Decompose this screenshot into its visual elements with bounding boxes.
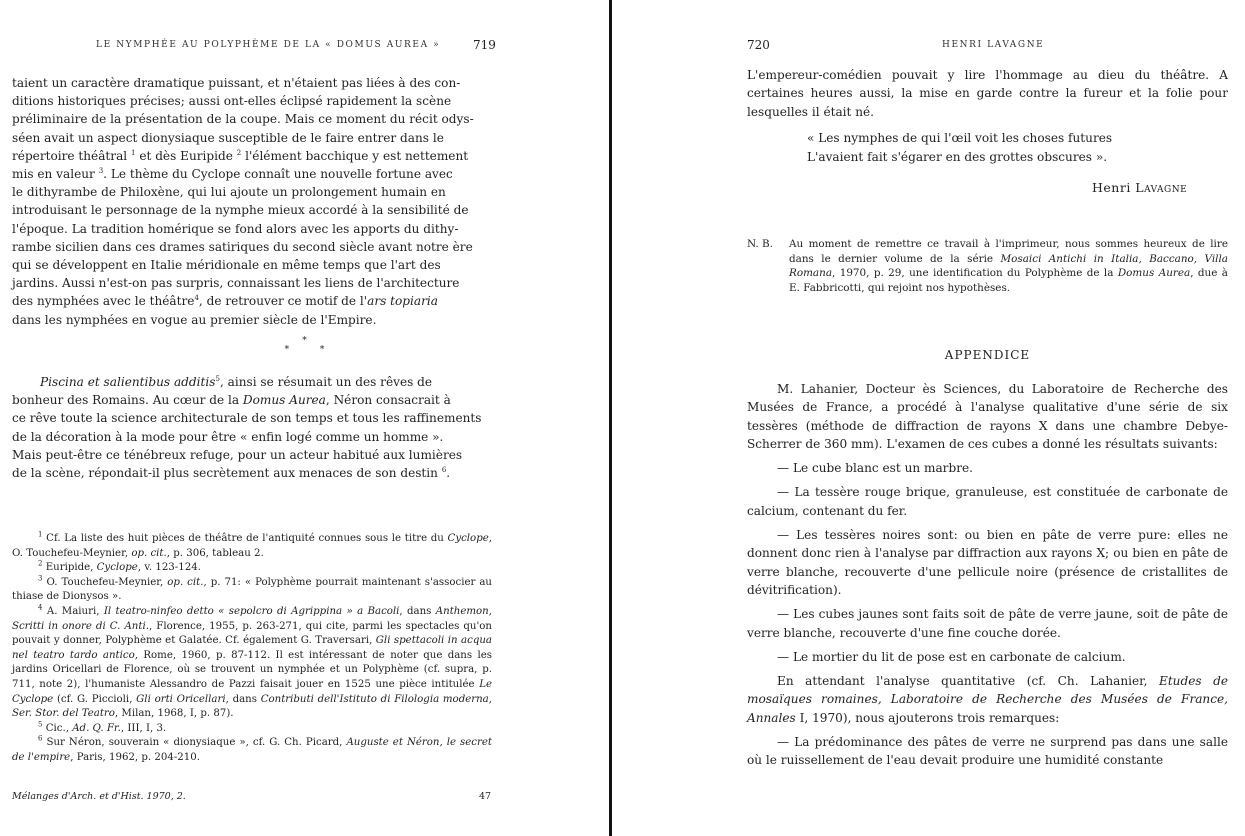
appendix-item: — Le cube blanc est un marbre. [777,461,973,476]
appendix-item: — Le mortier du lit de pose est en carbonate de calcium. [777,649,1126,664]
footnote-4: $^4$ A. Maiuri, Il teatro-ninfeo detto « sepolcro di Agrippina » a Bacoli, dans Anthemon, Scritti in onore di C. Anti., Florence, 1955, p. 263-271, qui cite, parmi les spectacles qu'on pouvait y donner, Polyphème et Galatée. Cf. également G. Traversari, Gli spettacoli in acqua nel teatro tardo antico, Rome, 1960, p. 87-112. Il est intéressant de noter que dans les jardins Oricellari de Florence, où se trouvent un nymphée et un Polyphème (cf. supra, p. 711, note 2), l'humaniste Alessandro de Pazzi faisait jouer en 1525 une pièce intitulée Le Cyclope (cf. G. Piccioli, Gli orti Oricellari, dans Contributi dell'Istituto di Filologia moderna, Ser. Stor. del Teatro, Milan, 1968, I, p. 87). [12,603,492,720]
page-number: 720 [747,38,770,52]
footnote-3: $^3$ O. Touchefeu-Meynier, op. cit., p. 71: « Polyphème pourrait maintenant s'associer au thiase de Dionysos ». [12,574,492,603]
text-line: séen avait un aspect dionysiaque susceptible de le faire entrer dans le [12,130,444,145]
text-line: qui se développent en Italie méridionale en même temps que l'art des [12,258,441,273]
footnotes [12,532,492,766]
main-text-1 [12,74,493,329]
footnote-6: $^6$ Sur Néron, souverain « dionysiaque », cf. G. Ch. Picard, Auguste et Néron, le secret de l'empire, Paris, 1962, p. 204-210. [12,734,492,763]
text-line: le dithyrambe de Philoxène, qui lui ajoute un prolongement humain en [12,185,446,200]
text-line: des nymphées avec le théâtre$^4$, de retrouver ce motif de l'ars topiaria [12,294,438,309]
text-line: ce rêve toute la science architecturale de son temps et tous les raffinements [12,411,482,426]
appendix-paragraph: M. Lahanier, Docteur ès Sciences, du Laboratoire de Recherche des Musées de France, a procédé à l'analyse qualitative d'une série de six tessères (méthode de diffraction de rayons X dans une chambre Debye-Scherrer de 360 mm). L'examen de ces cubes a donné les résultats suivants: [747,382,1228,451]
running-header: LE NYMPHÉE AU POLYPHÈME DE LA « DOMUS AUREA » [96,40,441,50]
text-line: de la décoration à la mode pour être « enfin logé comme un homme ». [12,429,444,444]
text-line: Piscina et salientibus additis$^5$, ainsi se résumait un des rêves de [40,374,433,389]
nota-bene: N. B. Au moment de remettre ce travail à l'imprimeur, nous sommes heureux de lire dans le dernier volume de la série Mosaici Antichi in Italia, Baccano, Villa Romana, 1970, p. 29, une identification du Polyphème de la Domus Aurea, due à E. Fabbricotti, qui rejoint nos hypothèses. [747,238,1228,294]
appendix-item: — Les cubes jaunes sont faits soit de pâte de verre jaune, soit de pâte de verre blanche, recouverte d'une fine couche dorée. [747,607,1228,640]
text-line: introduisant le personnage de la nymphe mieux accordé à la sensibilité de [12,203,469,218]
running-header: HENRI LAVAGNE [942,40,1045,50]
footnote-5: $^5$ Cic., Ad. Q. Fr., III, I, 3. [38,720,167,734]
text-line: de la scène, répondait-il plus secrètement aux menaces de son destin $^6$. [12,465,451,481]
appendix-text [747,380,1228,776]
text-line: l'époque. La tradition homérique se fond alors avec les apports du dithy- [12,221,459,236]
author-signature: Henri Lavagne [1092,180,1188,195]
footnote-ref[interactable]: 6 [441,465,447,474]
text-line: mis en valeur $^3$. Le thème du Cyclope connaît une nouvelle fortune avec [12,166,453,182]
text-line: taient un caractère dramatique puissant, et n'étaient pas liées à des con- [12,76,461,90]
text-line: bonheur des Romains. Au cœur de la Domus Aurea, Néron consacrait à [12,393,451,408]
page-number: 719 [473,38,496,52]
appendix-item: — La prédominance des pâtes de verre ne surprend pas dans une salle où le ruissellement de l'eau devait produire une humidité constante [747,735,1228,768]
text-line: dans les nymphées en vogue au premier siècle de l'Empire. [12,312,377,327]
footnote-1: $^1$ Cf. La liste des huit pièces de théâtre de l'antiquité connues sous le titre du Cyclope, O. Touchefeu-Meynier, op. cit., p. 306, tableau 2. [12,530,492,559]
appendix-paragraph: En attendant l'analyse quantitative (cf. Ch. Lahanier, Etudes de mosaïques romaines, Laboratoire de Recherche des Musées de France, Annales I, 1970), nous ajouterons trois remarques: [747,674,1229,725]
appendix-item: — La tessère rouge brique, granuleuse, est constituée de carbonate de calcium, contenant du fer. [747,485,1228,518]
verse-quote: « Les nymphes de qui l'œil voit les choses futures L'avaient fait s'égarer en des grottes obscures ». [807,131,1113,164]
footnote-ref[interactable]: 2 [236,148,242,157]
text-line: ditions historiques précises; aussi ont-elles éclipsé rapidement la scène [12,94,452,109]
text-line: Mais peut-être ce ténébreux refuge, pour un acteur habitué aux lumières [12,447,463,462]
text-line: préliminaire de la présentation de la coupe. Mais ce moment du récit odys- [12,112,474,127]
appendix-item: — Les tessères noires sont: ou bien en pâte de verre pure: elles ne donnent donc rien à l'analyse par diffraction aux rayons X; ou bien en pâte de verre blanche, recouverte d'une pellicule noire (présence de cristallites de dévitrification). [747,528,1228,597]
footnote-ref[interactable]: 5 [215,374,220,383]
footnote-ref[interactable]: 4 [194,294,199,303]
text-line: jardins. Aussi n'est-on pas surpris, connaissant les liens de l'architecture [12,276,460,291]
signature-number: 47 [479,791,492,802]
footnote-2: $^2$ Euripide, Cyclope, v. 123-124. [38,559,201,574]
closing-paragraph: L'empereur-comédien pouvait y lire l'hommage au dieu du théâtre. A certaines heures aussi, la mise en garde contre la fureur et la folie pour lesquelles il était né. [747,68,1228,119]
left-page [0,0,609,836]
text-line: répertoire théâtral $^1$ et dès Euripide $^2$ l'élément bacchique y est nettement [12,148,469,163]
footnote-ref[interactable]: 3 [98,166,104,175]
footnote-ref[interactable]: 1 [131,148,136,157]
main-text-2 [12,373,493,482]
journal-footer: Mélanges d'Arch. et d'Hist. 1970, 2. [12,791,186,802]
section-separator: * * * [284,336,339,355]
text-line: rambe sicilien dans ces drames satiriques du second siècle avant notre ère [12,239,473,254]
appendix-title: APPENDICE [944,348,1031,362]
